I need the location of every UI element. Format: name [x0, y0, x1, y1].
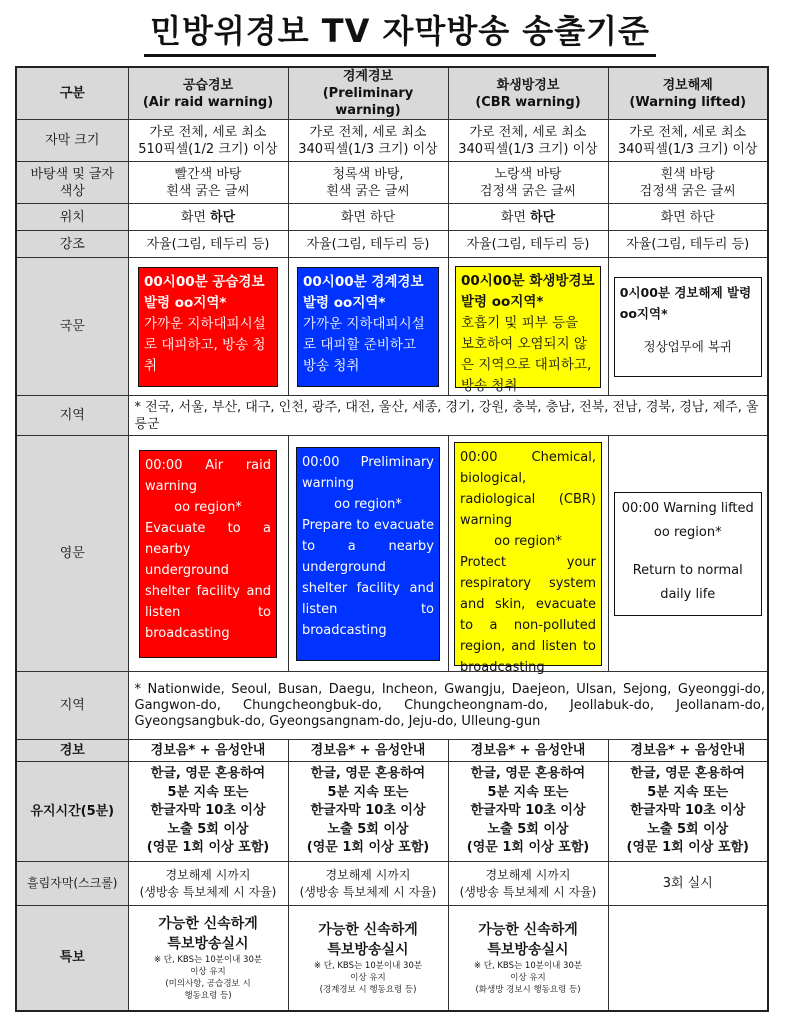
header-lifted: 경보해제 (Warning lifted) — [608, 67, 768, 120]
row-region-english — [16, 672, 768, 740]
cell: 흰색 바탕 검정색 굵은 글씨 — [608, 162, 768, 204]
cell: 화면 하단 — [288, 204, 448, 231]
cell: 가로 전체, 세로 최소 340픽셀(1/3 크기) 이상 — [448, 120, 608, 162]
row-english-text — [16, 436, 768, 672]
cell — [448, 436, 608, 675]
cbr-korean-caption: 00시00분 화생방경보 발령 oo지역* 호흡기 및 피부 등을 보호하여 오염되지 않은 지역으로 대피하고, 방송 청취 — [455, 266, 601, 388]
preliminary-english-caption: 00:00 Preliminary warning oo region* Prepare to evacuate to a nearby underground shelter facility and listen to broadcasting — [296, 447, 440, 661]
row-label: 흘림자막(스크롤) — [16, 862, 128, 906]
cell — [128, 258, 288, 396]
cell: 한글, 영문 혼용하여 5분 지속 또는 한글자막 10초 이상 노출 5회 이상 (영문 1회 이상 포함) — [288, 762, 448, 862]
row-label: 경보 — [16, 740, 128, 762]
cell — [448, 258, 608, 396]
cell: 경보해제 시까지 (생방송 특보체제 시 자율) — [448, 862, 608, 906]
cell: 자율(그림, 테두리 등) — [128, 231, 288, 258]
cell: 가로 전체, 세로 최소 340픽셀(1/3 크기) 이상 — [288, 120, 448, 162]
cell — [288, 258, 448, 396]
cell: 자율(그림, 테두리 등) — [288, 231, 448, 258]
row-emphasis — [16, 231, 768, 258]
header-category: 구분 — [16, 67, 128, 120]
cell: 노랑색 바탕 검정색 굵은 글씨 — [448, 162, 608, 204]
cell — [608, 258, 768, 396]
cell: 자율(그림, 테두리 등) — [608, 231, 768, 258]
cell: 가로 전체, 세로 최소 340픽셀(1/3 크기) 이상 — [608, 120, 768, 162]
cell: 가능한 신속하게 특보방송실시 ※ 단, KBS는 10분이내 30분 이상 유지 (경계경보 시 행동요령 등) — [288, 906, 448, 1011]
cell: 한글, 영문 혼용하여 5분 지속 또는 한글자막 10초 이상 노출 5회 이상 (영문 1회 이상 포함) — [128, 762, 288, 862]
cell — [608, 436, 768, 672]
air-raid-korean-caption: 00시00분 공습경보 발령 oo지역* 가까운 지하대피시설로 대피하고, 방송 청취 — [138, 267, 278, 387]
cell: 자율(그림, 테두리 등) — [448, 231, 608, 258]
row-special — [16, 906, 768, 1011]
row-color — [16, 162, 768, 204]
cell: 가로 전체, 세로 최소 510픽셀(1/2 크기) 이상 — [128, 120, 288, 162]
row-scroll — [16, 862, 768, 906]
cell: 경보해제 시까지 (생방송 특보체제 시 자율) — [288, 862, 448, 906]
row-label: 바탕색 및 글자 색상 — [16, 162, 128, 204]
cell: 화면 하단 — [128, 204, 288, 231]
air-raid-english-caption: 00:00 Air raid warning oo region* Evacuate to a nearby underground shelter facility and listen to broadcasting — [139, 450, 277, 658]
region-list-english: * Nationwide, Seoul, Busan, Daegu, Incheon, Gwangju, Daejeon, Ulsan, Sejong, Gyeonggi-do, Gangwon-do, Chungcheongbuk-do, Chungcheongnam-do, Jeollabuk-do, Jeollanam-do, Gyeongsangbuk-do, Gyeongsangnam-do, Jeju-do, Ulleung-gun — [128, 672, 768, 740]
header-air-raid: 공습경보 (Air raid warning) — [128, 67, 288, 120]
cell: 3회 실시 — [608, 862, 768, 906]
cell: 한글, 영문 혼용하여 5분 지속 또는 한글자막 10초 이상 노출 5회 이상 (영문 1회 이상 포함) — [448, 762, 608, 862]
cell: 경보음* + 음성안내 — [448, 740, 608, 762]
row-label: 지역 — [16, 672, 128, 740]
row-label: 지역 — [16, 396, 128, 436]
cell: 화면 하단 — [448, 204, 608, 231]
row-label: 자막 크기 — [16, 120, 128, 162]
cell: 청록색 바탕, 흰색 굵은 글씨 — [288, 162, 448, 204]
cell: 경보음* + 음성안내 — [128, 740, 288, 762]
row-region-korean — [16, 396, 768, 436]
cell: 가능한 신속하게 특보방송실시 ※ 단, KBS는 10분이내 30분 이상 유지 (화생방 경보시 행동요령 등) — [448, 906, 608, 1011]
cell: 경보음* + 음성안내 — [288, 740, 448, 762]
preliminary-korean-caption: 00시00분 경계경보 발령 oo지역* 가까운 지하대피시설로 대피할 준비하고 방송 청취 — [297, 267, 439, 387]
header-row — [16, 67, 768, 120]
region-list-korean: * 전국, 서울, 부산, 대구, 인천, 광주, 대전, 울산, 세종, 경기, 강원, 충북, 충남, 전북, 전남, 경북, 경남, 제주, 울릉군 — [128, 396, 768, 436]
cell — [288, 436, 448, 672]
cell: 한글, 영문 혼용하여 5분 지속 또는 한글자막 10초 이상 노출 5회 이상 (영문 1회 이상 포함) — [608, 762, 768, 862]
row-label: 영문 — [16, 436, 128, 672]
cell: 경보음* + 음성안내 — [608, 740, 768, 762]
cell — [128, 436, 288, 672]
row-label: 특보 — [16, 906, 128, 1011]
lifted-english-caption: 00:00 Warning lifted oo region* Return to normal daily life — [614, 492, 762, 616]
page-title: 민방위경보 TV 자막방송 송출기준 — [0, 6, 800, 57]
row-duration — [16, 762, 768, 862]
row-position — [16, 204, 768, 231]
cell — [608, 906, 768, 1011]
row-alarm — [16, 740, 768, 762]
broadcast-criteria-table — [15, 66, 769, 1012]
row-label: 유지시간(5분) — [16, 762, 128, 862]
cell: 경보해제 시까지 (생방송 특보체제 시 자율) — [128, 862, 288, 906]
lifted-korean-caption: 0시00분 경보해제 발령 oo지역* 정상업무에 복귀 — [614, 277, 762, 377]
row-caption-size — [16, 120, 768, 162]
row-label: 강조 — [16, 231, 128, 258]
row-label: 위치 — [16, 204, 128, 231]
row-label: 국문 — [16, 258, 128, 396]
cell: 가능한 신속하게 특보방송실시 ※ 단, KBS는 10분이내 30분 이상 유지 (미의사항, 공습경보 시 행동요령 등) — [128, 906, 288, 1011]
cell: 화면 하단 — [608, 204, 768, 231]
header-cbr: 화생방경보 (CBR warning) — [448, 67, 608, 120]
cell: 빨간색 바탕 흰색 굵은 글씨 — [128, 162, 288, 204]
row-korean-text — [16, 258, 768, 396]
header-preliminary: 경계경보 (Preliminary warning) — [288, 67, 448, 120]
cbr-english-caption: 00:00 Chemical, biological, radiological (CBR) warning oo region* Protect your respiratory system and skin, evacuate to a non-polluted region, and listen to broadcasting — [454, 442, 602, 666]
